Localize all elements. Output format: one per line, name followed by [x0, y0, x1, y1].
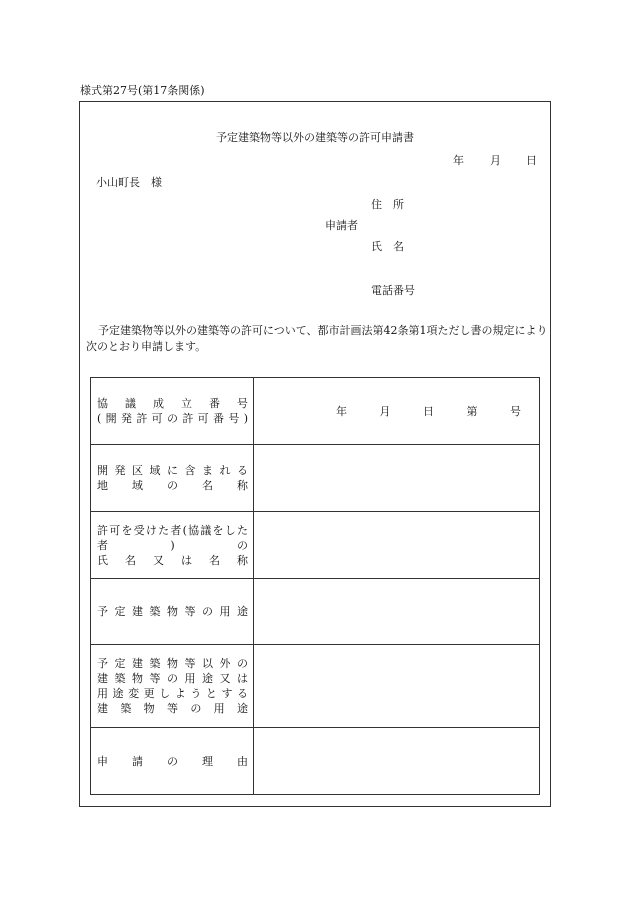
phone-label: 電話番号 [371, 284, 415, 297]
label-agreement-number: 協議成立番号 (開発許可の許可番号) [91, 378, 254, 445]
date-month: 月 [490, 154, 501, 167]
intro-text: 予定建築物等以外の建築等の許可について、都市計画法第42条第1項ただし書の規定により次のとおり申請します。 [86, 324, 548, 353]
date-day: 日 [526, 154, 537, 167]
agreement-number-field[interactable] [254, 378, 540, 445]
table-row [91, 445, 540, 512]
number-year: 年 [336, 405, 347, 418]
reason-field[interactable] [254, 728, 540, 795]
label-planned-use: 予定建築物等の用途 [91, 579, 254, 645]
addressee: 小山町長 様 [96, 176, 162, 189]
label-permit-holder: 許可を受けた者(協議をした者)の 氏名又は名称 [91, 512, 254, 579]
address-label: 住 所 [371, 198, 404, 211]
permit-holder-field[interactable] [254, 512, 540, 579]
application-form [79, 101, 551, 807]
other-use-field[interactable] [254, 645, 540, 728]
number-dai: 第 [466, 405, 478, 418]
table-row [91, 378, 540, 445]
development-area-field[interactable] [254, 445, 540, 512]
number-month: 月 [379, 405, 391, 418]
label-development-area: 開発区域に含まれる 地域の名称 [91, 445, 254, 512]
number-go: 号 [510, 405, 521, 418]
table-row [91, 728, 540, 795]
label-other-use: 予定建築物等以外の 建築物等の用途又は 用途変更しようとする 建築物等の用途 [91, 645, 254, 728]
table-row [91, 579, 540, 645]
applicant-label: 申請者 [325, 219, 358, 232]
form-title: 予定建築物等以外の建築等の許可申請書 [216, 131, 414, 144]
planned-use-field[interactable] [254, 579, 540, 645]
table-row [91, 512, 540, 579]
form-reference: 様式第27号(第17条関係) [80, 84, 205, 97]
name-label: 氏 名 [371, 240, 404, 253]
number-day: 日 [423, 405, 434, 418]
table-row [91, 645, 540, 728]
application-table [90, 377, 540, 795]
label-reason: 申請の理由 [91, 728, 254, 795]
date-year: 年 [453, 154, 464, 167]
